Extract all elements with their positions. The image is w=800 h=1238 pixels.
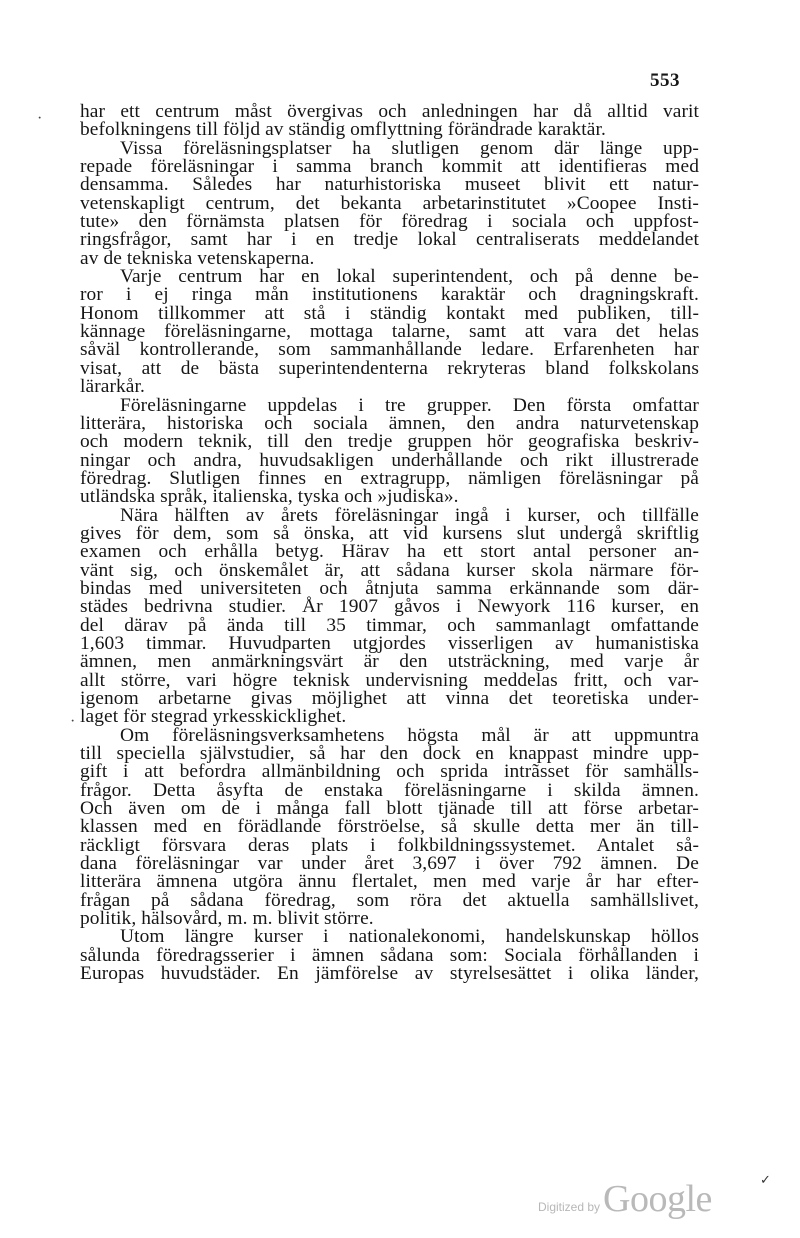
- text-line: visat, att de bästa superintendenterna rekryteras bland folkskolans: [80, 357, 699, 379]
- text-line: Varje centrum har en lokal superintendent, och på denne be-: [120, 266, 699, 288]
- text-line: städes bedrivna studier. År 1907 gåvos i Newyork 116 kurser, en: [80, 596, 699, 618]
- text-line: Om föreläsningsverksamhetens högsta mål är att uppmuntra: [120, 724, 699, 746]
- text-line: utländska språk, italienska, tyska och »judiska».: [80, 486, 459, 508]
- text-line: gives för dem, som så önska, att vid kursens slut undergå skriftlig: [80, 522, 699, 544]
- google-logo: Google: [603, 1178, 712, 1220]
- text-line: 1,603 timmar. Huvudparten utgjordes visserligen av humanistiska: [80, 632, 699, 654]
- text-line: räckligt försvara deras plats i folkbildningssystemet. Antalet så-: [80, 834, 699, 856]
- text-line: av de tekniska vetenskaperna.: [80, 247, 315, 269]
- text-line: bindas med universiteten och åtnjuta samma erkännande som där-: [80, 577, 699, 599]
- text-line: Vissa föreläsningsplatser ha slutligen genom där länge upp-: [120, 137, 699, 159]
- text-line: ringsfrågor, samt har i en tredje lokal centraliserats meddelandet: [80, 229, 699, 251]
- text-line: litterära ämnena utgöra ännu flertalet, men med varje år har efter-: [80, 871, 699, 893]
- text-line: klassen med en förädlande förströelse, så skulle detta mer än till-: [80, 816, 699, 838]
- text-line: politik, hälsovård, m. m. blivit större.: [80, 908, 374, 930]
- text-line: frågan på sådana föredrag, som röra det aktuella samhällslivet,: [80, 889, 699, 911]
- text-line: Nära hälften av årets föreläsningar ingå i kurser, och tillfälle: [120, 504, 699, 526]
- text-line: till speciella självstudier, så har den dock en knappast mindre upp-: [80, 743, 699, 765]
- text-line: examen och erhålla betyg. Härav ha ett stort antal personer an-: [80, 541, 699, 563]
- text-line: sålunda föredragsserier i ämnen sådana som: Sociala förhållanden i: [80, 944, 699, 966]
- page-number: 553: [650, 70, 680, 91]
- text-line: igenom arbetarne givas möjlighet att vinna det teoretiska under-: [80, 688, 699, 709]
- text-line: ror i ej ringa mån institutionens karaktär och dragningskraft.: [80, 284, 699, 306]
- text-line: föredrag. Slutligen finnes en extragrupp, nämligen föreläsningar på: [80, 467, 699, 489]
- margin-dot-mark: ·: [70, 713, 76, 730]
- body-text: [80, 103, 699, 984]
- text-line: Europas huvudstäder. En jämförelse av styrelsesättet i olika länder,: [80, 963, 699, 985]
- text-line: ämnen, men anmärkningsvärt är den utsträckning, med varje år: [80, 651, 699, 673]
- text-line: Och även om de i många fall blott tjänade till att förse arbetar-: [80, 798, 699, 820]
- text-line: densamma. Således har naturhistoriska museet blivit ett natur-: [80, 174, 699, 196]
- text-line: och modern teknik, till den tredje gruppen hör geografiska beskriv-: [80, 431, 699, 453]
- margin-dot-mark: ·: [37, 110, 43, 127]
- google-watermark: [538, 1180, 712, 1218]
- text-line: såväl kontrollerande, som sammanhållande ledare. Erfarenheten har: [80, 339, 699, 361]
- corner-check-mark: ✓: [760, 1172, 771, 1187]
- text-line: litterära, historiska och sociala ämnen, den andra naturvetenskap: [80, 412, 699, 434]
- text-line: kännage föreläsningarne, mottaga talarne, samt att vara det helas: [80, 321, 699, 343]
- text-line: har ett centrum måst övergivas och anledningen har då alltid varit: [80, 101, 699, 122]
- text-line: Utom längre kurser i nationalekonomi, handelskunskap höllos: [120, 926, 699, 948]
- text-line: vetenskapligt centrum, det bekanta arbetarinstitutet »Coopee Insti-: [80, 192, 699, 214]
- text-line: tute» den förnämsta platsen för föredrag i sociala och uppfost-: [80, 211, 699, 233]
- text-line: del därav på ända till 35 timmar, och sammanlagt omfattande: [80, 614, 699, 636]
- text-line: befolkningens till följd av ständig omflyttning förändrade karaktär.: [80, 119, 606, 141]
- text-line: vänt sig, och önskemålet är, att sådana kurser skola närmare för-: [80, 559, 699, 581]
- text-line: dana föreläsningar var under året 3,697 i över 792 ämnen. De: [80, 853, 699, 875]
- text-line: frågor. Detta åsyfta de enstaka föreläsningarne i skilda ämnen.: [80, 779, 699, 801]
- text-line: laget för stegrad yrkesskicklighet.: [80, 706, 347, 728]
- text-line: ningar och andra, huvudsakligen underhållande och rikt illustrerade: [80, 449, 699, 471]
- text-line: lärarkår.: [80, 376, 145, 398]
- text-line: Föreläsningarne uppdelas i tre grupper. Den första omfattar: [120, 394, 699, 416]
- text-line: gift i att befordra allmänbildning och sprida intrãsset för samhälls-: [80, 761, 699, 783]
- text-line: allt större, vari högre teknisk undervisning meddelas fritt, och var-: [80, 669, 699, 691]
- watermark-prefix: Digitized by: [538, 1200, 601, 1214]
- text-line: repade föreläsningar i samma branch kommit att identifieras med: [80, 156, 699, 178]
- text-line: Honom tillkommer att stå i ständig kontakt med publiken, till-: [80, 302, 699, 324]
